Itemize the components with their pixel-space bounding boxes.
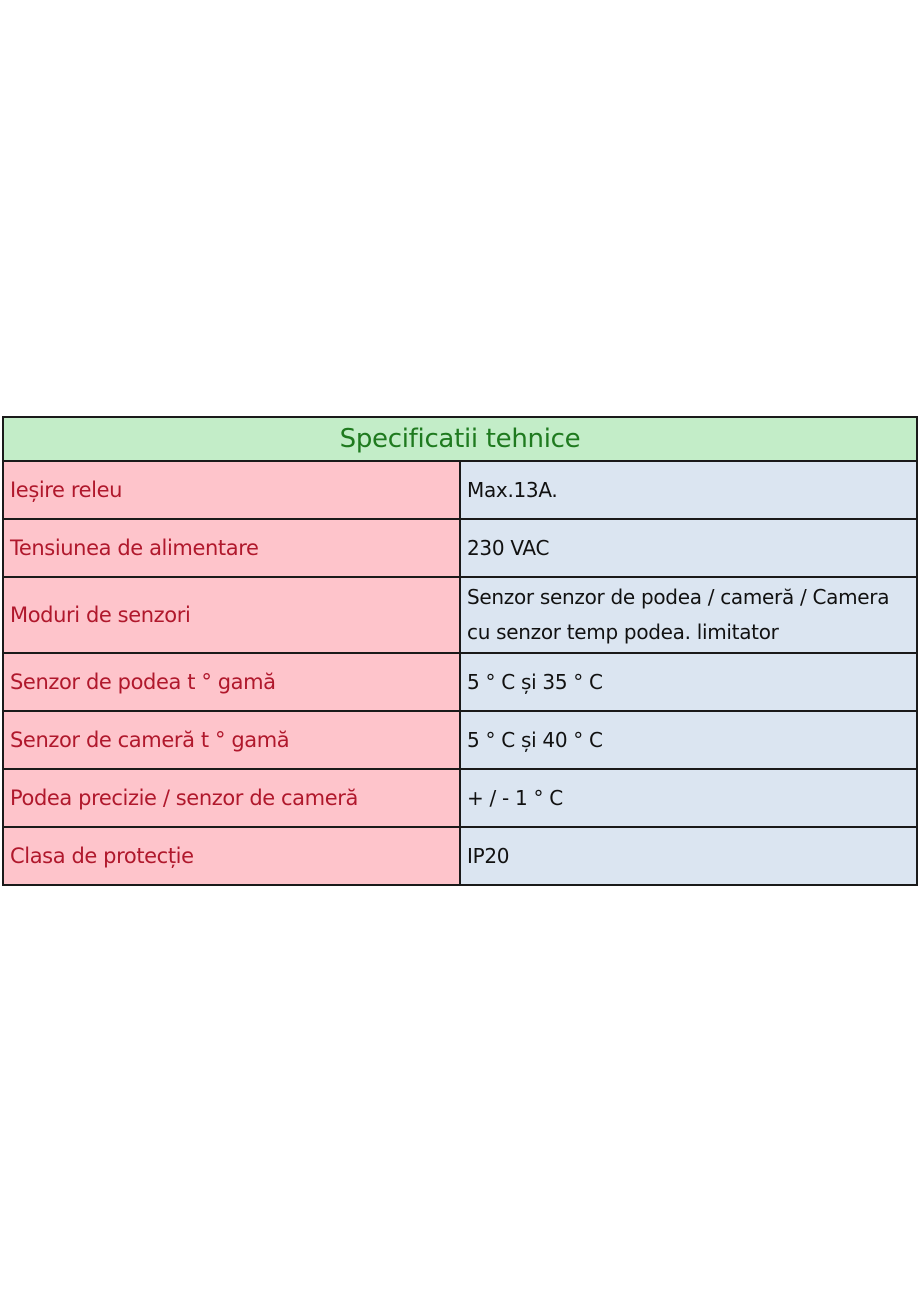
table-row	[3, 577, 917, 653]
table-row	[3, 653, 917, 711]
spec-label: Moduri de senzori	[3, 577, 460, 653]
spec-label: Ieșire releu	[3, 461, 460, 519]
table-row	[3, 769, 917, 827]
spec-label: Senzor de podea t ° gamă	[3, 653, 460, 711]
table-row	[3, 711, 917, 769]
table-header-row	[3, 417, 917, 461]
spec-value: 230 VAC	[460, 519, 917, 577]
table-row	[3, 827, 917, 885]
spec-value: 5 ° C și 40 ° C	[460, 711, 917, 769]
spec-label: Clasa de protecție	[3, 827, 460, 885]
table-title: Specificatii tehnice	[3, 417, 917, 461]
spec-label: Podea precizie / senzor de cameră	[3, 769, 460, 827]
spec-value: Senzor senzor de podea / cameră / Camera cu senzor temp podea. limitator	[460, 577, 917, 653]
table-row	[3, 519, 917, 577]
table-row	[3, 461, 917, 519]
spec-value: + / - 1 ° C	[460, 769, 917, 827]
spec-label: Senzor de cameră t ° gamă	[3, 711, 460, 769]
spec-value: IP20	[460, 827, 917, 885]
spec-value: 5 ° C și 35 ° C	[460, 653, 917, 711]
spec-label: Tensiunea de alimentare	[3, 519, 460, 577]
spec-table	[2, 416, 918, 886]
spec-value: Max.13A.	[460, 461, 917, 519]
